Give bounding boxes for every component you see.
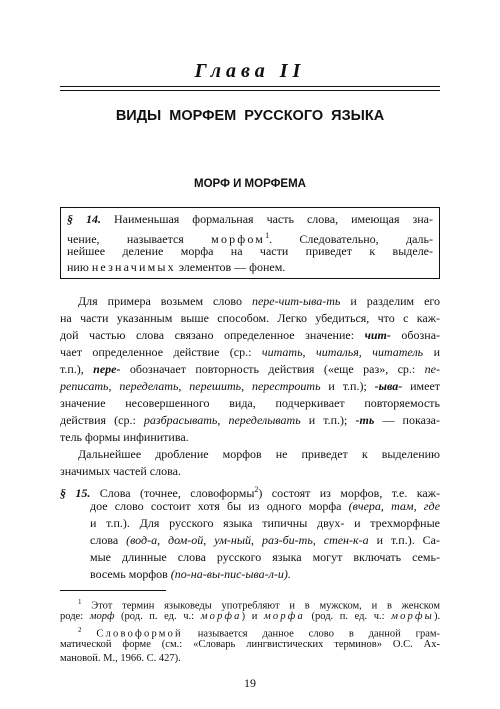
- p15-marker: § 15.: [60, 486, 91, 500]
- footnote-ref-2: 2: [254, 485, 259, 494]
- chapter-rule-top: [60, 86, 440, 87]
- p15-line-4: слова (вод-а, дом-ой, ум-ный, раз-би-ть, стен-к-а и т.п.). Са-: [90, 533, 440, 547]
- chapter-title: Глава II: [194, 60, 306, 82]
- para1-line-3: дой частью слова связано определенное значение: чит- обозна-: [60, 328, 441, 342]
- page-number: 19: [244, 676, 256, 690]
- p15-line-1: § 15. Слова (точнее, словоформы$^2$) состоят из морфов, т.е. каж-: [60, 485, 441, 500]
- term-morf: морфом: [211, 232, 266, 246]
- p14-marker: § 14.: [67, 212, 101, 226]
- section-title: ВИДЫ МОРФЕМ РУССКОГО ЯЗЫКА: [115, 108, 385, 124]
- p15-line-2: дое слово состоит хотя бы из одного морфа (вчера, там, где: [90, 499, 441, 513]
- para1-line-7: значение несовершенного вида, подчеркивает повторяемость: [60, 396, 440, 410]
- footnote-2-line-1: $^2$ Словоформой называется данное слово в данной грам-: [78, 626, 441, 640]
- para1-line-8: действия (ср.: разбрасывать, переделывать и т.п.); -ть — показа-: [60, 413, 441, 427]
- footnote-ref-1: 1: [265, 231, 270, 240]
- para1-line-6: реписать, переделать, перешить, перестроить и т.п.); -ыва- имеет: [60, 379, 441, 393]
- para1-line-1: Для примера возьмем слово пере-чит-ыва-ть и разделим его: [78, 294, 441, 308]
- para1-line-2: на части указанным выше способом. Легко убедиться, что с каж-: [60, 311, 440, 325]
- p15-line-6: восемь морфов (по-на-вы-пис-ыва-л-и).: [90, 567, 291, 581]
- para1-line-9: тель формы инфинитива.: [60, 430, 189, 444]
- p14-line-2: чение, называется морфом$^1$. Следовательно, даль-: [67, 231, 433, 246]
- footnote-rule: [60, 590, 166, 591]
- p15-line-3: и т.п.). Для русского языка типичны двух- и трехморфные: [90, 516, 440, 530]
- p15-line-5: мые длинные слова русского языка могут включать семь-: [90, 550, 440, 564]
- para1-line-5: т.п.), пере- обозначает повторность действия («еще раз», ср.: пе-: [60, 362, 440, 376]
- p14-line-4: нию незначимых элементов — фонем.: [67, 260, 286, 274]
- para1-line-4: чает определенное действие (ср.: читать, читалья, читатель и: [60, 345, 441, 359]
- footnote-1-line-2: роде: морф (род. п. ед. ч.: морфа) и морфа (род. п. ед. ч.: морфы).: [60, 611, 441, 622]
- para2-line-1: Дальнейшее дробление морфов не приведет к выделению: [78, 447, 440, 461]
- chapter-rule-bottom: [60, 90, 440, 91]
- term-neznachimyh: незначимых: [91, 260, 176, 274]
- para2-line-2: значимых частей слова.: [60, 464, 181, 478]
- footnote-2-line-3: мановой. М., 1966. С. 427).: [60, 653, 181, 664]
- footnote-1-line-1: $^1$ Этот термин языковеды употребляют и в мужском, и в женском: [78, 598, 440, 612]
- subsection-title: МОРФ И МОРФЕМА: [194, 178, 306, 190]
- p14-line-3: нейшее деление морфа на части приведет к выделе-: [67, 244, 433, 258]
- footnote-2-line-2: матической форме (см.: «Словарь лингвистических терминов» О.С. Ах-: [60, 639, 440, 650]
- p14-line-1: § 14. Наименьшая формальная часть слова, имеющая зна-: [67, 212, 433, 226]
